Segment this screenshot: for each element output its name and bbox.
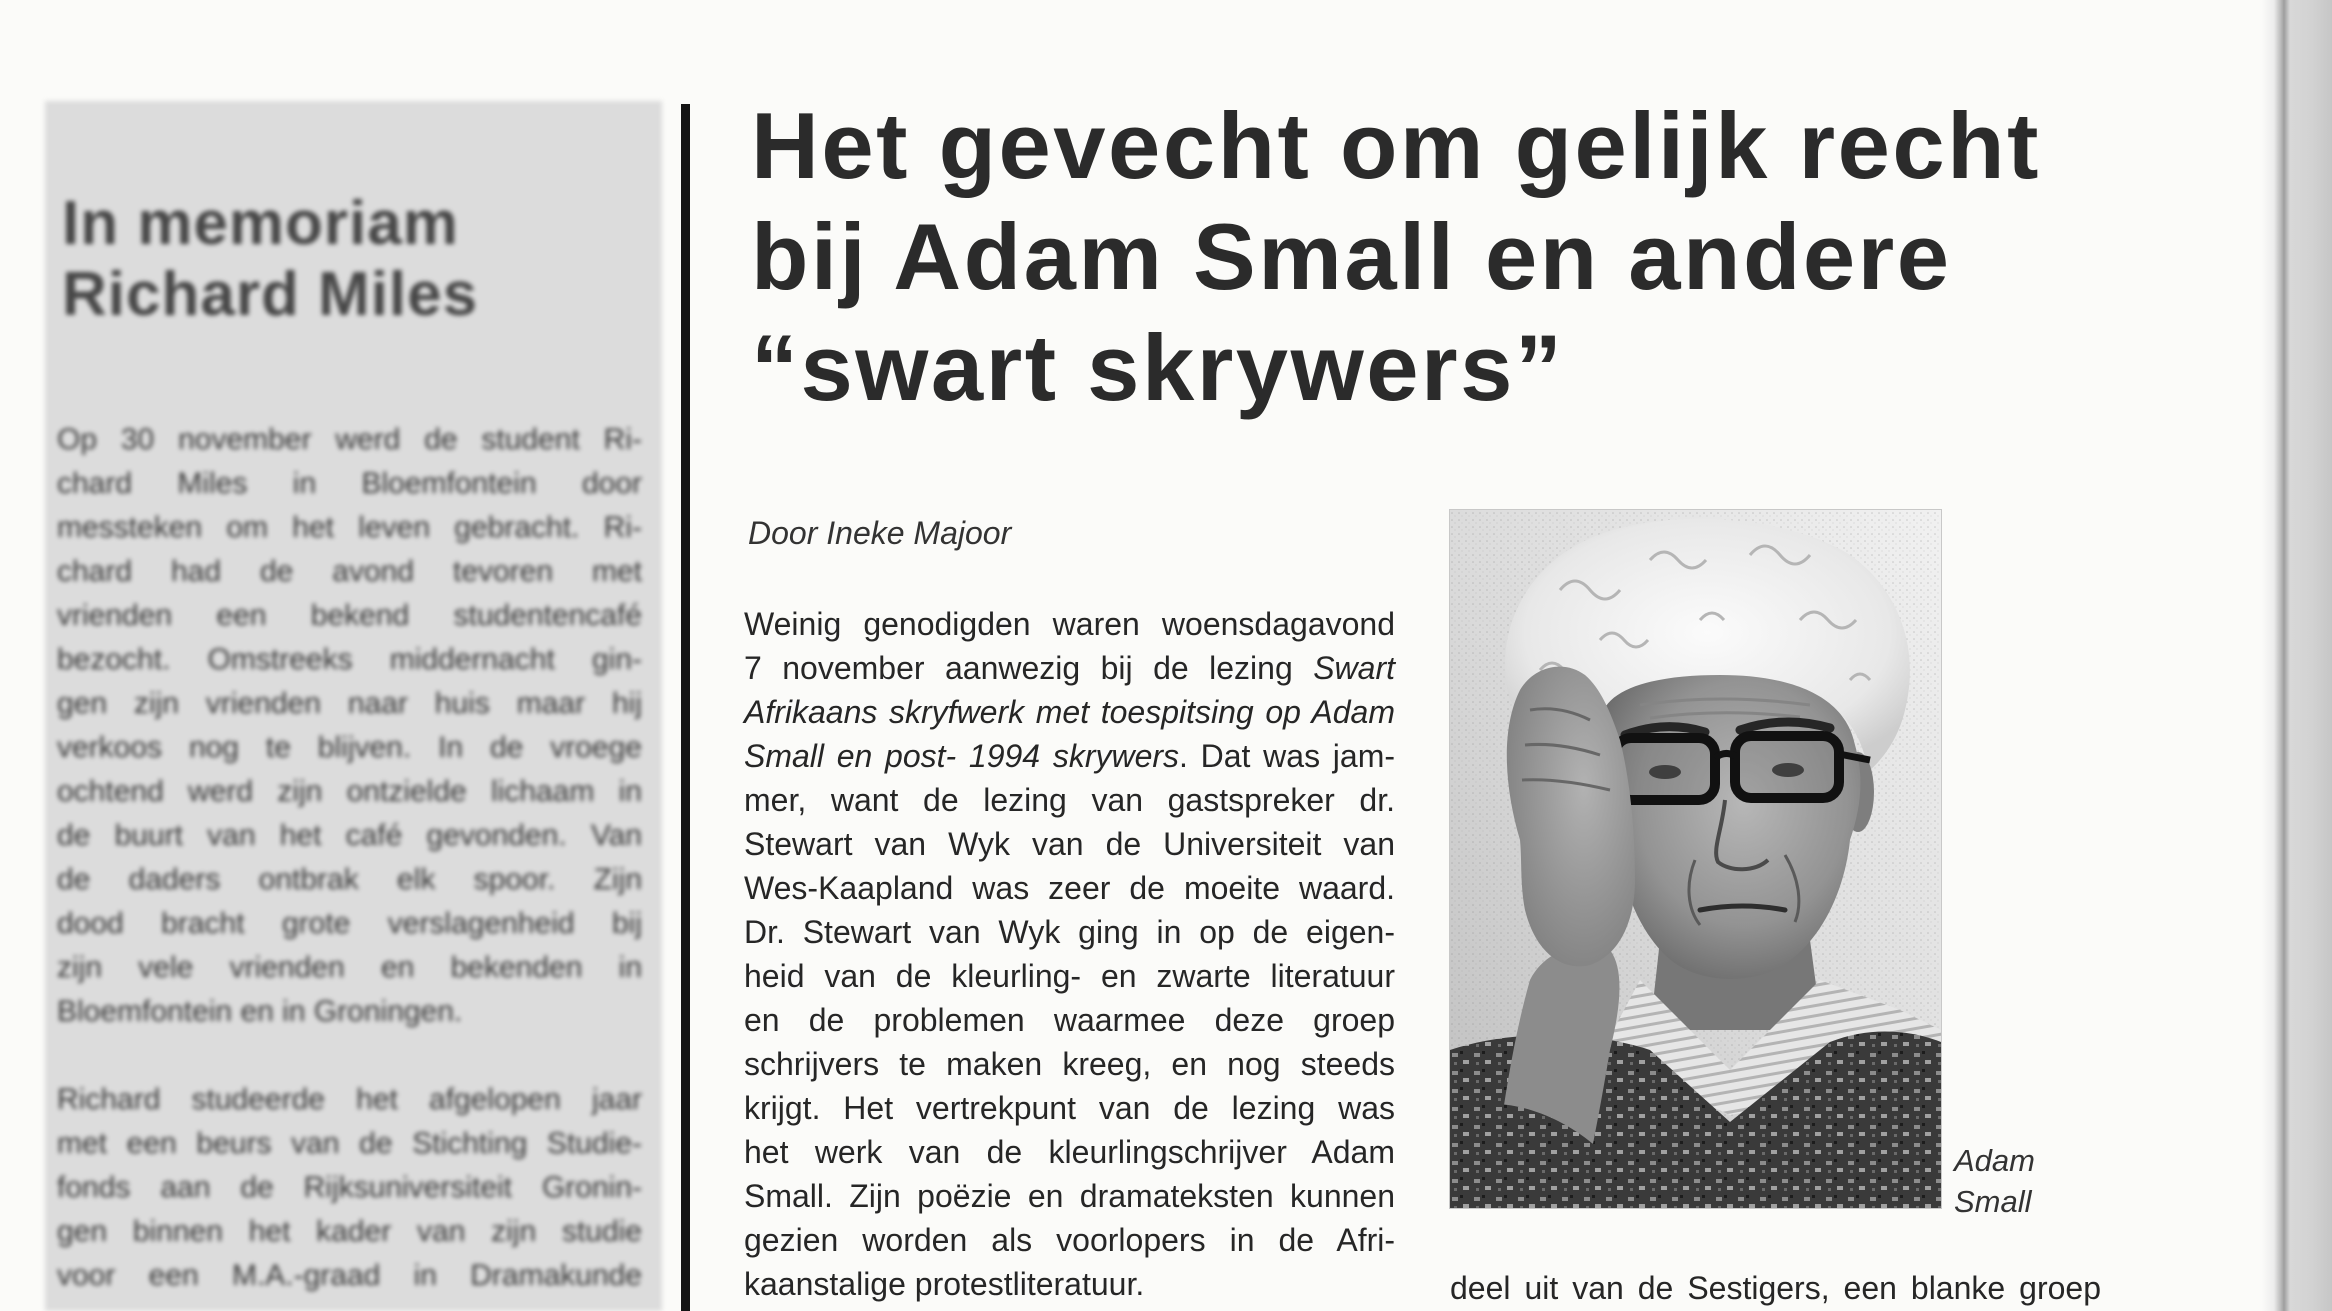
body-text: Wes-Kaapland was zeer de moeite waard.: [744, 870, 1395, 906]
lecture-title-text: Afrikaans skryfwerk met toespitsing op Adam: [744, 694, 1395, 730]
sidebar-heading-line: In memoriam: [62, 189, 459, 258]
lecture-title-text: Small en post- 1994 skrywers: [744, 738, 1180, 774]
sidebar-text-line: gen zijn vrienden naar huis maar hij: [57, 687, 642, 720]
column-rule: [681, 104, 690, 1311]
sidebar-text-line: gen binnen het kader van zijn studie: [57, 1215, 642, 1248]
body-text: en de problemen waarmee deze groep: [744, 1002, 1395, 1038]
body-text-line: [744, 690, 1395, 734]
article-body: [744, 602, 1395, 1306]
body-text-line: [744, 910, 1395, 954]
sidebar-body: [57, 418, 642, 1298]
sidebar-heading: [62, 188, 478, 330]
body-text: Dr. Stewart van Wyk ging in op de eigen-: [744, 914, 1395, 950]
body-text-line: [744, 822, 1395, 866]
sidebar-text-line: dood bracht grote verslagenheid bij: [57, 907, 642, 940]
sidebar-text-line: voor een M.A.-graad in Dramakunde: [57, 1259, 642, 1292]
body-text-line: [744, 954, 1395, 998]
sidebar-text-line: de daders ontbrak elk spoor. Zijn: [57, 863, 642, 896]
body-text-line: [744, 734, 1395, 778]
photo-caption-line: Adam: [1954, 1143, 2035, 1178]
sidebar-text-line: ochtend werd zijn ontzielde lichaam in: [57, 775, 642, 808]
body-text: Weinig genodigden waren woensdagavond: [744, 606, 1395, 642]
article-title: [751, 90, 2041, 423]
sidebar-text-line: chard Miles in Bloemfontein door: [57, 467, 642, 500]
body-text: gezien worden als voorlopers in de Afri-: [744, 1222, 1395, 1258]
sidebar-text-line: Bloemfontein en in Groningen.: [57, 995, 463, 1028]
body-text: . Dat was jam-: [1179, 738, 1395, 774]
body-text: mer, want de lezing van gastspreker dr.: [744, 782, 1395, 818]
sidebar-text-line: bezocht. Omstreeks middernacht gin-: [57, 643, 642, 676]
body-text-line: [744, 1086, 1395, 1130]
body-text: heid van de kleurling- en zwarte literatuur: [744, 958, 1395, 994]
sidebar-text-line: verkoos nog te blijven. In de vroege: [57, 731, 642, 764]
body-text-line: [744, 602, 1395, 646]
photo-caption-line: Small: [1954, 1184, 2032, 1219]
article-title-line: “swart skrywers”: [751, 315, 1565, 420]
body-text-line: [744, 1130, 1395, 1174]
body-text-line: [744, 866, 1395, 910]
adam-small-photo: [1450, 510, 1941, 1208]
body-text: het werk van de kleurlingschrijver Adam: [744, 1134, 1395, 1170]
body-text: kaanstalige protestliteratuur.: [744, 1266, 1145, 1302]
lecture-title-text: Swart: [1313, 650, 1395, 686]
sidebar-text-line: fonds aan de Rijksuniversiteit Gronin-: [57, 1171, 642, 1204]
article-title-line: bij Adam Small en andere: [751, 204, 1952, 309]
body-text-line: [744, 1218, 1395, 1262]
in-memoriam-sidebar: [45, 101, 662, 1311]
body-text-line: [744, 1262, 1395, 1306]
body-text-line: [744, 1174, 1395, 1218]
photo-figure: [1450, 510, 1941, 1208]
page-edge-shadow: [2262, 0, 2332, 1311]
sidebar-text-line: de buurt van het café gevonden. Van: [57, 819, 642, 852]
body-text: 7 november aanwezig bij de lezing: [744, 650, 1314, 686]
body-text-line: [744, 998, 1395, 1042]
byline: Door Ineke Majoor: [748, 515, 1012, 551]
photo-caption: [1954, 1140, 2035, 1222]
sidebar-paragraph: [57, 1078, 642, 1298]
sidebar-text-line: messteken om het leven gebracht. Ri-: [57, 511, 642, 544]
sidebar-text-line: Op 30 november werd de student Ri-: [57, 423, 642, 456]
body-text: schrijvers te maken kreeg, en nog steeds: [744, 1046, 1395, 1082]
portrait-glasses: [1615, 736, 1870, 800]
sidebar-text-line: Richard studeerde het afgelopen jaar: [57, 1083, 642, 1116]
body-text-line: [744, 646, 1395, 690]
sidebar-heading-line: Richard Miles: [62, 260, 479, 329]
body-text: Stewart van Wyk van de Universiteit van: [744, 826, 1395, 862]
body-text: Small. Zijn poëzie en dramateksten kunnen: [744, 1178, 1395, 1214]
article-continuation-line: deel uit van de Sestigers, een blanke groep: [1450, 1270, 2101, 1306]
body-text-line: [744, 778, 1395, 822]
body-text: krijgt. Het vertrekpunt van de lezing was: [744, 1090, 1395, 1126]
sidebar-paragraph: [57, 418, 642, 1034]
sidebar-text-line: chard had de avond tevoren met: [57, 555, 642, 588]
sidebar-text-line: vrienden een bekend studentencafé: [57, 599, 642, 632]
sidebar-text-line: met een beurs van de Stichting Studie-: [57, 1127, 642, 1160]
body-text-line: [744, 1042, 1395, 1086]
article-title-line: Het gevecht om gelijk recht: [751, 93, 2041, 198]
sidebar-text-line: zijn vele vrienden en bekenden in: [57, 951, 642, 984]
